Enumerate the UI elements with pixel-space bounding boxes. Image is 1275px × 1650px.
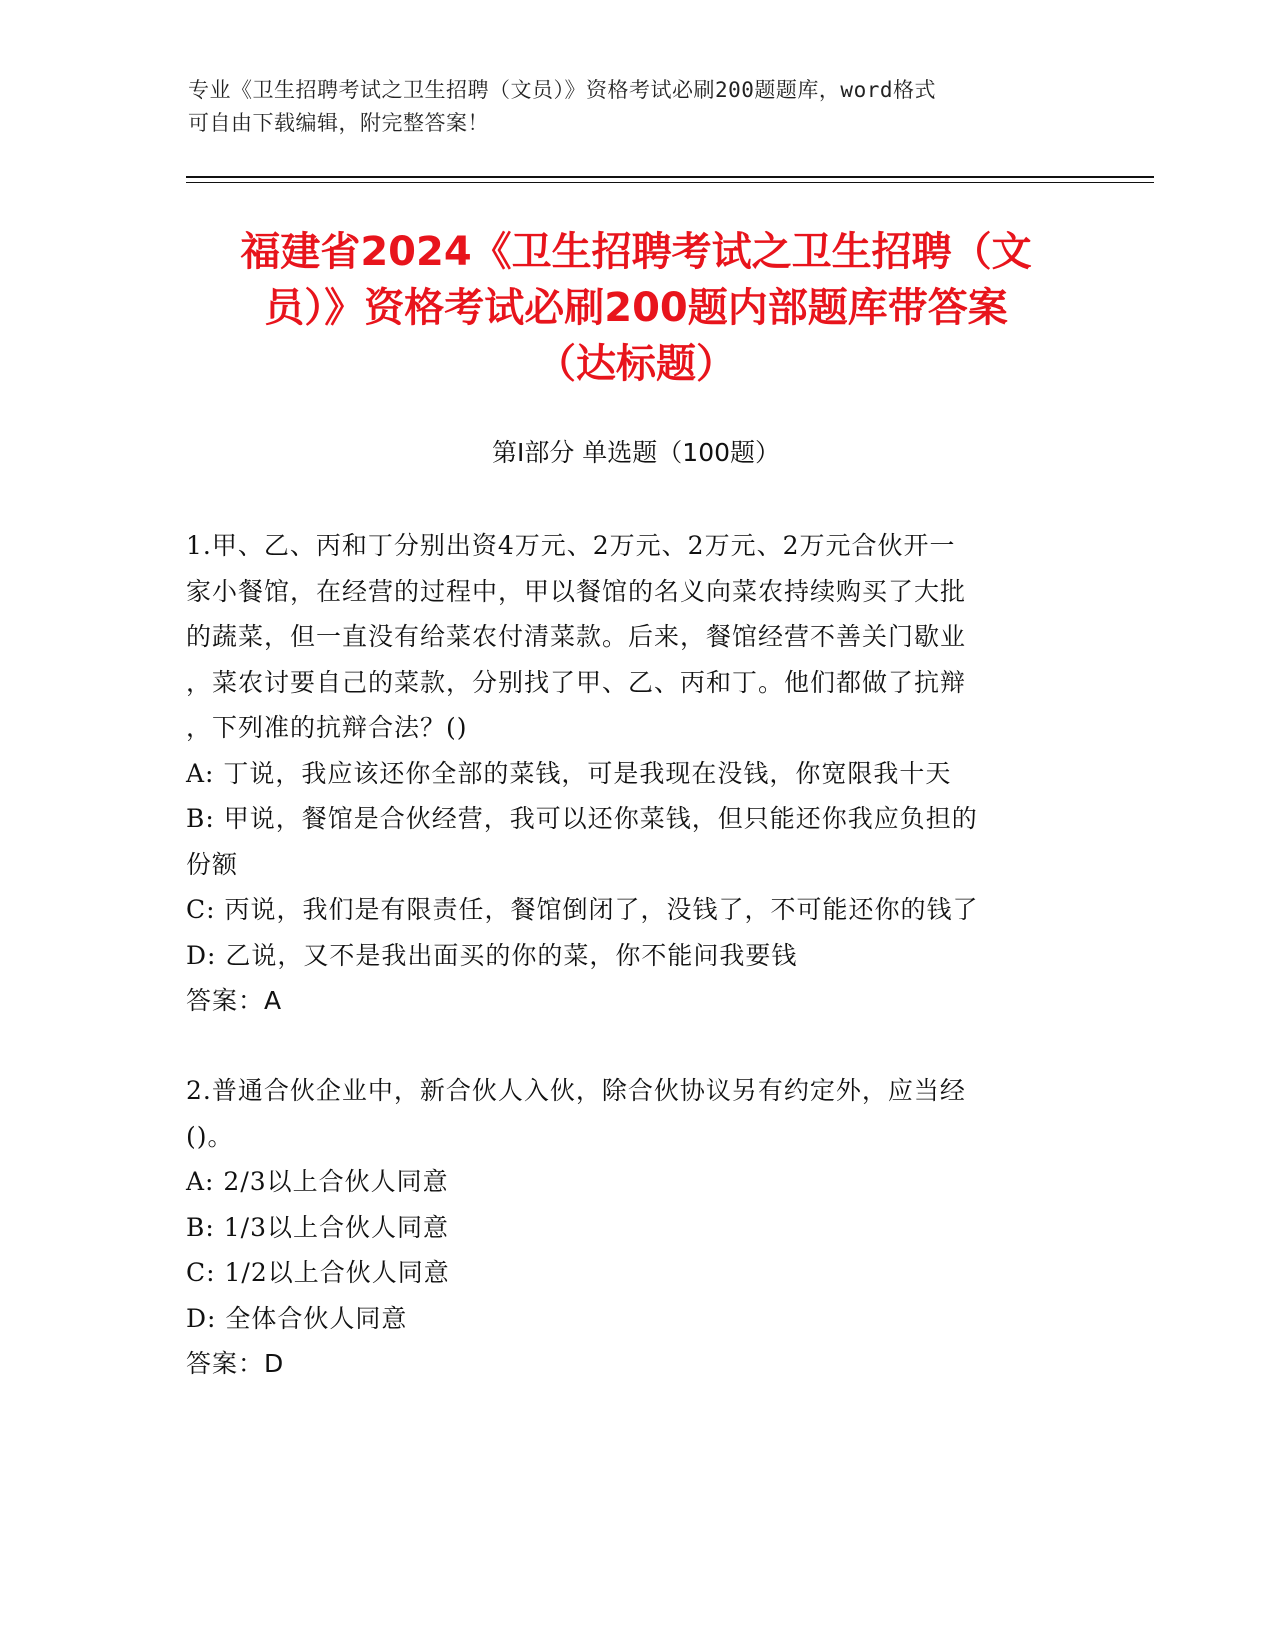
header-note-line: 专业《卫生招聘考试之卫生招聘（文员）》资格考试必刷200题题库，word格式 — [188, 78, 936, 102]
option-a: A: 丁说，我应该还你全部的菜钱，可是我现在没钱，你宽限我十天 — [186, 758, 952, 788]
option-d: D: 乙说，又不是我出面买的你的菜，你不能问我要钱 — [186, 940, 798, 970]
option-c: C: 1/2以上合伙人同意 — [186, 1258, 450, 1287]
divider-thick — [186, 176, 1154, 178]
header-note — [188, 74, 1068, 140]
question-1 — [186, 523, 1066, 1024]
document-title-line: 员）》资格考试必刷200题内部题库带答案 — [264, 285, 1008, 331]
document-title-line: （达标题） — [536, 341, 736, 387]
question-stem-line: ，下列准的抗辩合法？() — [186, 713, 468, 742]
answer: 答案：D — [186, 1349, 285, 1378]
option-b: B: 甲说，餐馆是合伙经营，我可以还你菜钱，但只能还你我应负担的 — [186, 804, 978, 833]
option-c: C: 丙说，我们是有限责任，餐馆倒闭了，没钱了，不可能还你的钱了 — [186, 895, 979, 924]
question-stem-line: 的蔬菜，但一直没有给菜农付清菜款。后来，餐馆经营不善关门歇业 — [186, 622, 967, 651]
header-note-line: 可自由下载编辑，附完整答案！ — [188, 111, 489, 135]
question-stem-line: ，菜农讨要自己的菜款，分别找了甲、乙、丙和丁。他们都做了抗辩 — [186, 667, 967, 697]
option-b: B: 1/3以上合伙人同意 — [186, 1212, 449, 1242]
question-stem-line: 2.普通合伙企业中，新合伙人入伙，除合伙协议另有约定外，应当经 — [186, 1076, 966, 1105]
section-title: 第I部分 单选题（100题） — [491, 438, 781, 467]
answer: 答案：A — [186, 986, 283, 1015]
question-2 — [186, 1068, 1066, 1387]
option-b-continued: 份额 — [186, 849, 239, 879]
option-d: D: 全体合伙人同意 — [186, 1303, 408, 1333]
question-stem-line: 1.甲、乙、丙和丁分别出资4万元、2万元、2万元、2万元合伙开一 — [186, 531, 956, 560]
option-a: A: 2/3以上合伙人同意 — [186, 1167, 449, 1196]
document-title — [186, 224, 1086, 392]
question-stem-line: 家小餐馆，在经营的过程中，甲以餐馆的名义向菜农持续购买了大批 — [186, 576, 967, 606]
question-stem-line: ()。 — [186, 1121, 234, 1151]
divider-thin — [186, 182, 1154, 183]
document-title-line: 福建省2024《卫生招聘考试之卫生招聘（文 — [240, 229, 1032, 275]
